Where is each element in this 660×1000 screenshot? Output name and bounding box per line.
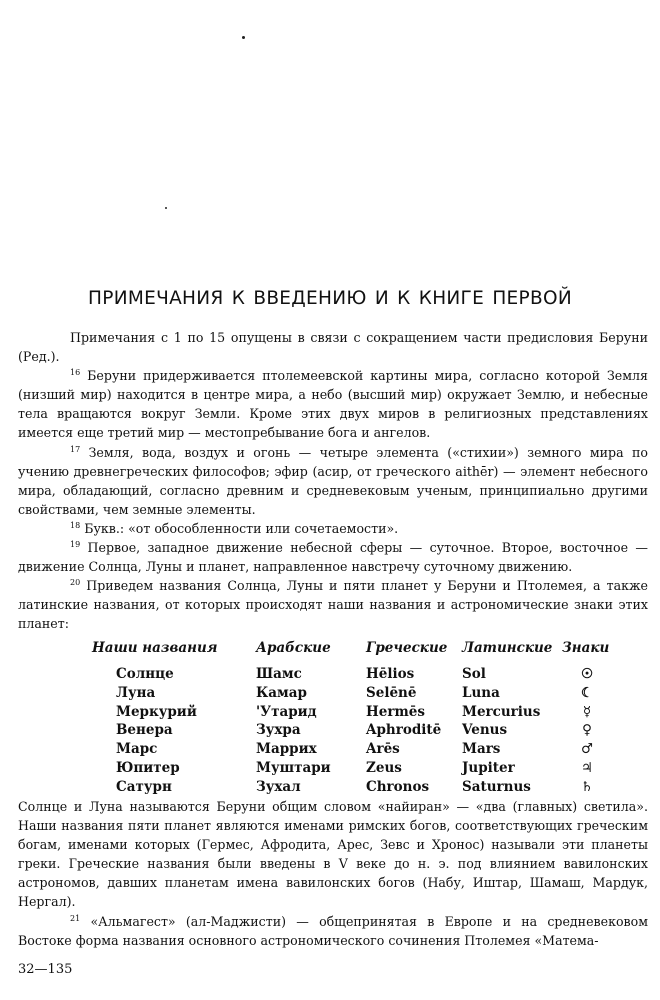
note-text: Первое, западное движение небесной сферы — суточное. Второе, восточное — движение Солнца, Луны и планет, направленное навстречу суточному движению. (18, 540, 648, 575)
table-cell: Муштари (256, 759, 331, 776)
column-header: Наши названия (92, 640, 218, 656)
table-cell: Jupiter (462, 759, 515, 776)
table-cell: Маррих (256, 741, 317, 758)
column-header: Греческие (366, 640, 448, 656)
table-cell: Камар (256, 684, 307, 701)
table-row (92, 721, 612, 740)
table-cell: Sol (462, 666, 486, 682)
table-cell: Selēnē (366, 684, 417, 701)
note-text: «Альмагест» (ал-Маджисти) — общепринятая в Европе и на средневековом Востоке форма названия основного астрономического сочинения Птолемея «Матема- (18, 913, 648, 948)
note-text: Букв.: «от обособленности или сочетаемости». (84, 520, 399, 536)
table-commentary: Солнце и Луна называются Беруни общим словом «найиран» — «два (главных) светила». Наши названия пяти планет являются именами римских богов, соответствующих греческим богам, именами которых (Гермес, Афродита, Арес, Зевс и Хронос) называли эти планеты греки. Греческие названия были введены в V веке до н. э. под влиянием вавилонских астрономов, давших планетам имена вавилонских богов (Набу, Иштар, Шамаш, Мардук, Нергал). (18, 799, 648, 910)
table-cell: Saturnus (462, 778, 531, 795)
table-cell: Зухра (256, 722, 301, 739)
table-row (92, 778, 612, 797)
page-folio: 32—135 (18, 962, 73, 977)
saturn-symbol-icon: ♄ (580, 778, 594, 795)
table-cell: Luna (462, 684, 500, 701)
table-cell: Шамс (256, 666, 302, 682)
table-cell: Hēlios (366, 666, 415, 682)
table-row (92, 684, 612, 703)
note-16 (18, 366, 648, 442)
note-text: Беруни придерживается птолемеевской картины мира, согласно которой Земля (низший мир) находится в центре мира, а небо (высший мир) окружает Землю, и небесные тела вращаются вокруг Земли. Кроме этих двух миров в религиозных представлениях имеется еще третий мир — местопребывание бога и ангелов. (18, 368, 648, 441)
table-cell: Mars (462, 741, 501, 758)
note-18 (18, 519, 648, 538)
note-number: 21 (70, 913, 81, 923)
notes-body-continued (18, 797, 648, 950)
table-header-row (92, 640, 612, 665)
note-number: 17 (70, 444, 81, 454)
note-number: 16 (70, 368, 81, 378)
table-cell: Zeus (366, 759, 402, 776)
table-cell: Aphroditē (366, 722, 442, 739)
note-20 (18, 576, 648, 633)
page-title: ПРИМЕЧАНИЯ К ВВЕДЕНИЮ И К КНИГЕ ПЕРВОЙ (88, 288, 572, 309)
column-header: Арабские (256, 640, 331, 656)
table-cell: Луна (116, 684, 156, 701)
table-cell: Венера (116, 722, 173, 739)
table-row (92, 703, 612, 722)
intro-note: Примечания с 1 по 15 опущены в связи с сокращением части предисловия Беруни (Ред.). (18, 330, 648, 365)
venus-symbol-icon: ♀ (582, 722, 592, 739)
table-cell: Mercurius (462, 703, 541, 720)
table-cell: Arēs (366, 741, 400, 758)
column-header: Латинские (462, 640, 553, 656)
print-speck (165, 207, 167, 209)
note-number: 20 (70, 578, 81, 588)
table-row (92, 759, 612, 778)
table-cell: Сатурн (116, 778, 172, 795)
table-row (92, 665, 612, 684)
table-cell: Меркурий (116, 703, 197, 720)
note-text: Земля, вода, воздух и огонь — четыре элемента («стихии») земного мира по учению древнегреческих философов; эфир (асир, от греческого aithēr) — элемент небесного мира, обладающий, согласно древним и средневековым ученым, принципиально другими свойствами, чем земные элементы. (18, 444, 648, 517)
jupiter-symbol-icon: ♃ (580, 759, 594, 776)
column-header: Знаки (562, 640, 610, 656)
mercury-symbol-icon: ☿ (582, 703, 592, 720)
table-cell: Марс (116, 741, 158, 758)
note-21 (18, 912, 648, 950)
moon-symbol-icon: ☾ (580, 684, 594, 701)
planet-names-table (92, 640, 612, 797)
table-cell: 'Утарид (256, 703, 317, 720)
sun-symbol-icon: ☉ (580, 666, 594, 682)
notes-body (18, 328, 648, 634)
table-cell: Venus (462, 722, 508, 739)
table-cell: Юпитер (116, 759, 180, 776)
note-text: Приведем названия Солнца, Луны и пяти планет у Беруни и Птолемея, а также латинские названия, от которых происходят наши названия и астрономические знаки этих планет: (18, 578, 648, 632)
table-row (92, 740, 612, 759)
note-17 (18, 443, 648, 519)
note-19 (18, 538, 648, 576)
table-cell: Солнце (116, 666, 174, 682)
print-speck (242, 36, 245, 39)
note-number: 18 (70, 520, 81, 530)
table-cell: Зухал (256, 778, 301, 795)
table-cell: Hermēs (366, 703, 425, 720)
table-cell: Chronos (366, 778, 430, 795)
mars-symbol-icon: ♂ (580, 741, 594, 758)
note-number: 19 (70, 540, 81, 550)
